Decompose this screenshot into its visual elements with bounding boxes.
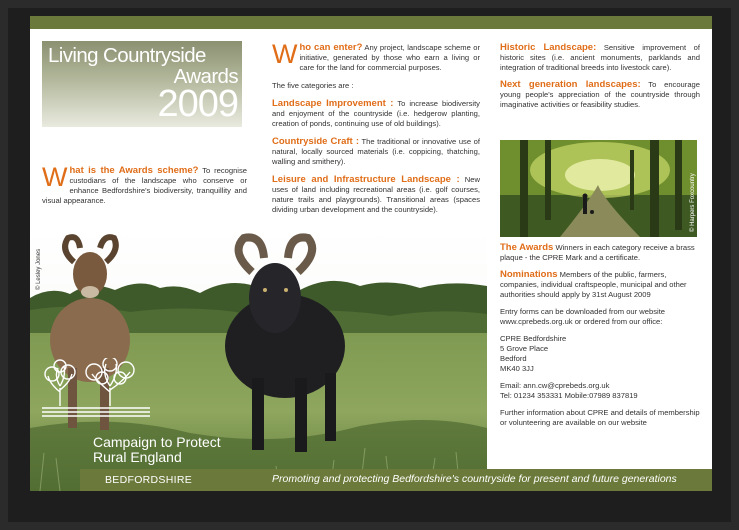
what-heading: hat is the Awards scheme? <box>69 165 199 176</box>
categories-intro: The five categories are : <box>272 81 354 90</box>
tagline: Promoting and protecting Bedfordshire's countryside for present and future generations <box>272 473 677 485</box>
address-line: CPRE Bedfordshire <box>500 334 567 343</box>
drop-cap: W <box>42 162 68 192</box>
historic-body: Sensitive improvement of historic sites (i.e. ancient monuments, parklands and integration of traditional breeds into livestock care). <box>500 43 700 72</box>
address-line: 5 Grove Place <box>500 344 549 353</box>
photo-credit-right: © Harpers Foxcountry <box>690 173 696 232</box>
address-line: Bedford <box>500 354 527 363</box>
cpre-logo <box>40 358 158 418</box>
nominations-body: Members of the public, farmers, companies, individual craftspeople, municipal and other authorities should apply by 31st August 2009 <box>500 270 687 299</box>
nextgen-heading: Next generation landscapes: <box>500 79 641 90</box>
category-countryside-craft <box>272 137 480 167</box>
cat2-body: The traditional or innovative use of natural, locally sourced materials (i.e. coppicing, thatching, walling and smithery). <box>272 137 480 166</box>
top-green-bar <box>30 16 712 29</box>
right-column-top <box>500 43 700 117</box>
what-is-scheme-section <box>42 162 248 206</box>
middle-column <box>272 39 480 223</box>
photo-credit-left: © Lesley Jones <box>36 248 42 290</box>
cat3-body: New uses of land including recreational areas (i.e. golf courses, nature trails and playgrounds). Transitional areas (spaces dividing urban development and the countryside). <box>272 175 480 214</box>
awards-heading: The Awards <box>500 242 554 253</box>
address-block <box>500 334 700 374</box>
entry-forms: Entry forms can be downloaded from our website www.cprebeds.org.uk or ordered from our office: <box>500 307 666 326</box>
nominations-heading: Nominations <box>500 269 558 280</box>
next-generation <box>500 80 700 110</box>
woodland-photo <box>500 140 697 237</box>
historic-heading: Historic Landscape: <box>500 42 597 53</box>
drop-cap-who: W <box>272 39 298 69</box>
nominations <box>500 270 700 300</box>
who-body: Any project, landscape scheme or initiative, generated by those who earn a living or care for the land for commercial purposes. <box>299 43 480 72</box>
who-can-enter <box>272 39 480 73</box>
category-leisure-infrastructure <box>272 175 480 215</box>
category-landscape-improvement <box>272 99 480 129</box>
email-text: Email: ann.cw@cprebeds.org.uk <box>500 381 610 390</box>
further-info: Further information about CPRE and details of membership or volunteering are available on our website <box>500 408 700 427</box>
cpre-line-1: Campaign to Protect <box>93 434 221 450</box>
cat1-heading: Landscape Improvement : <box>272 98 394 109</box>
cpre-logo-text <box>93 435 221 465</box>
awards-body: Winners in each category receive a brass plaque - the CPRE Mark and a certificate. <box>500 243 695 262</box>
the-awards <box>500 243 700 263</box>
contact-block <box>500 381 700 401</box>
address-line: MK40 3JJ <box>500 364 534 373</box>
historic-landscape <box>500 43 700 73</box>
cpre-line-2: Rural England <box>93 449 182 465</box>
right-column-bottom <box>500 243 700 435</box>
tel-text: Tel: 01234 353331 Mobile:07989 837819 <box>500 391 638 400</box>
who-heading: ho can enter? <box>299 42 363 53</box>
what-body: To recognise custodians of the landscape who conserve or enhance Bedfordshire's biodiversity, tranquillity and visual appearance. <box>42 166 248 205</box>
title-line-1: Living Countryside <box>48 44 206 67</box>
title-year: 2009 <box>157 83 238 125</box>
cat1-body: To increase biodiversity and enjoyment of the countryside (i.e. hedgerow planting, creation of ponds, continuing use of old buildings). <box>272 99 480 128</box>
title-block <box>42 41 242 127</box>
cat2-heading: Countryside Craft : <box>272 136 360 147</box>
cat3-heading: Leisure and Infrastructure Landscape : <box>272 174 460 185</box>
title-line-2: Awards <box>173 65 238 88</box>
nextgen-body: To encourage young people's appreciation of the countryside through imaginative activities or feasibility studies. <box>500 80 700 109</box>
county-name: BEDFORDSHIRE <box>105 474 193 486</box>
